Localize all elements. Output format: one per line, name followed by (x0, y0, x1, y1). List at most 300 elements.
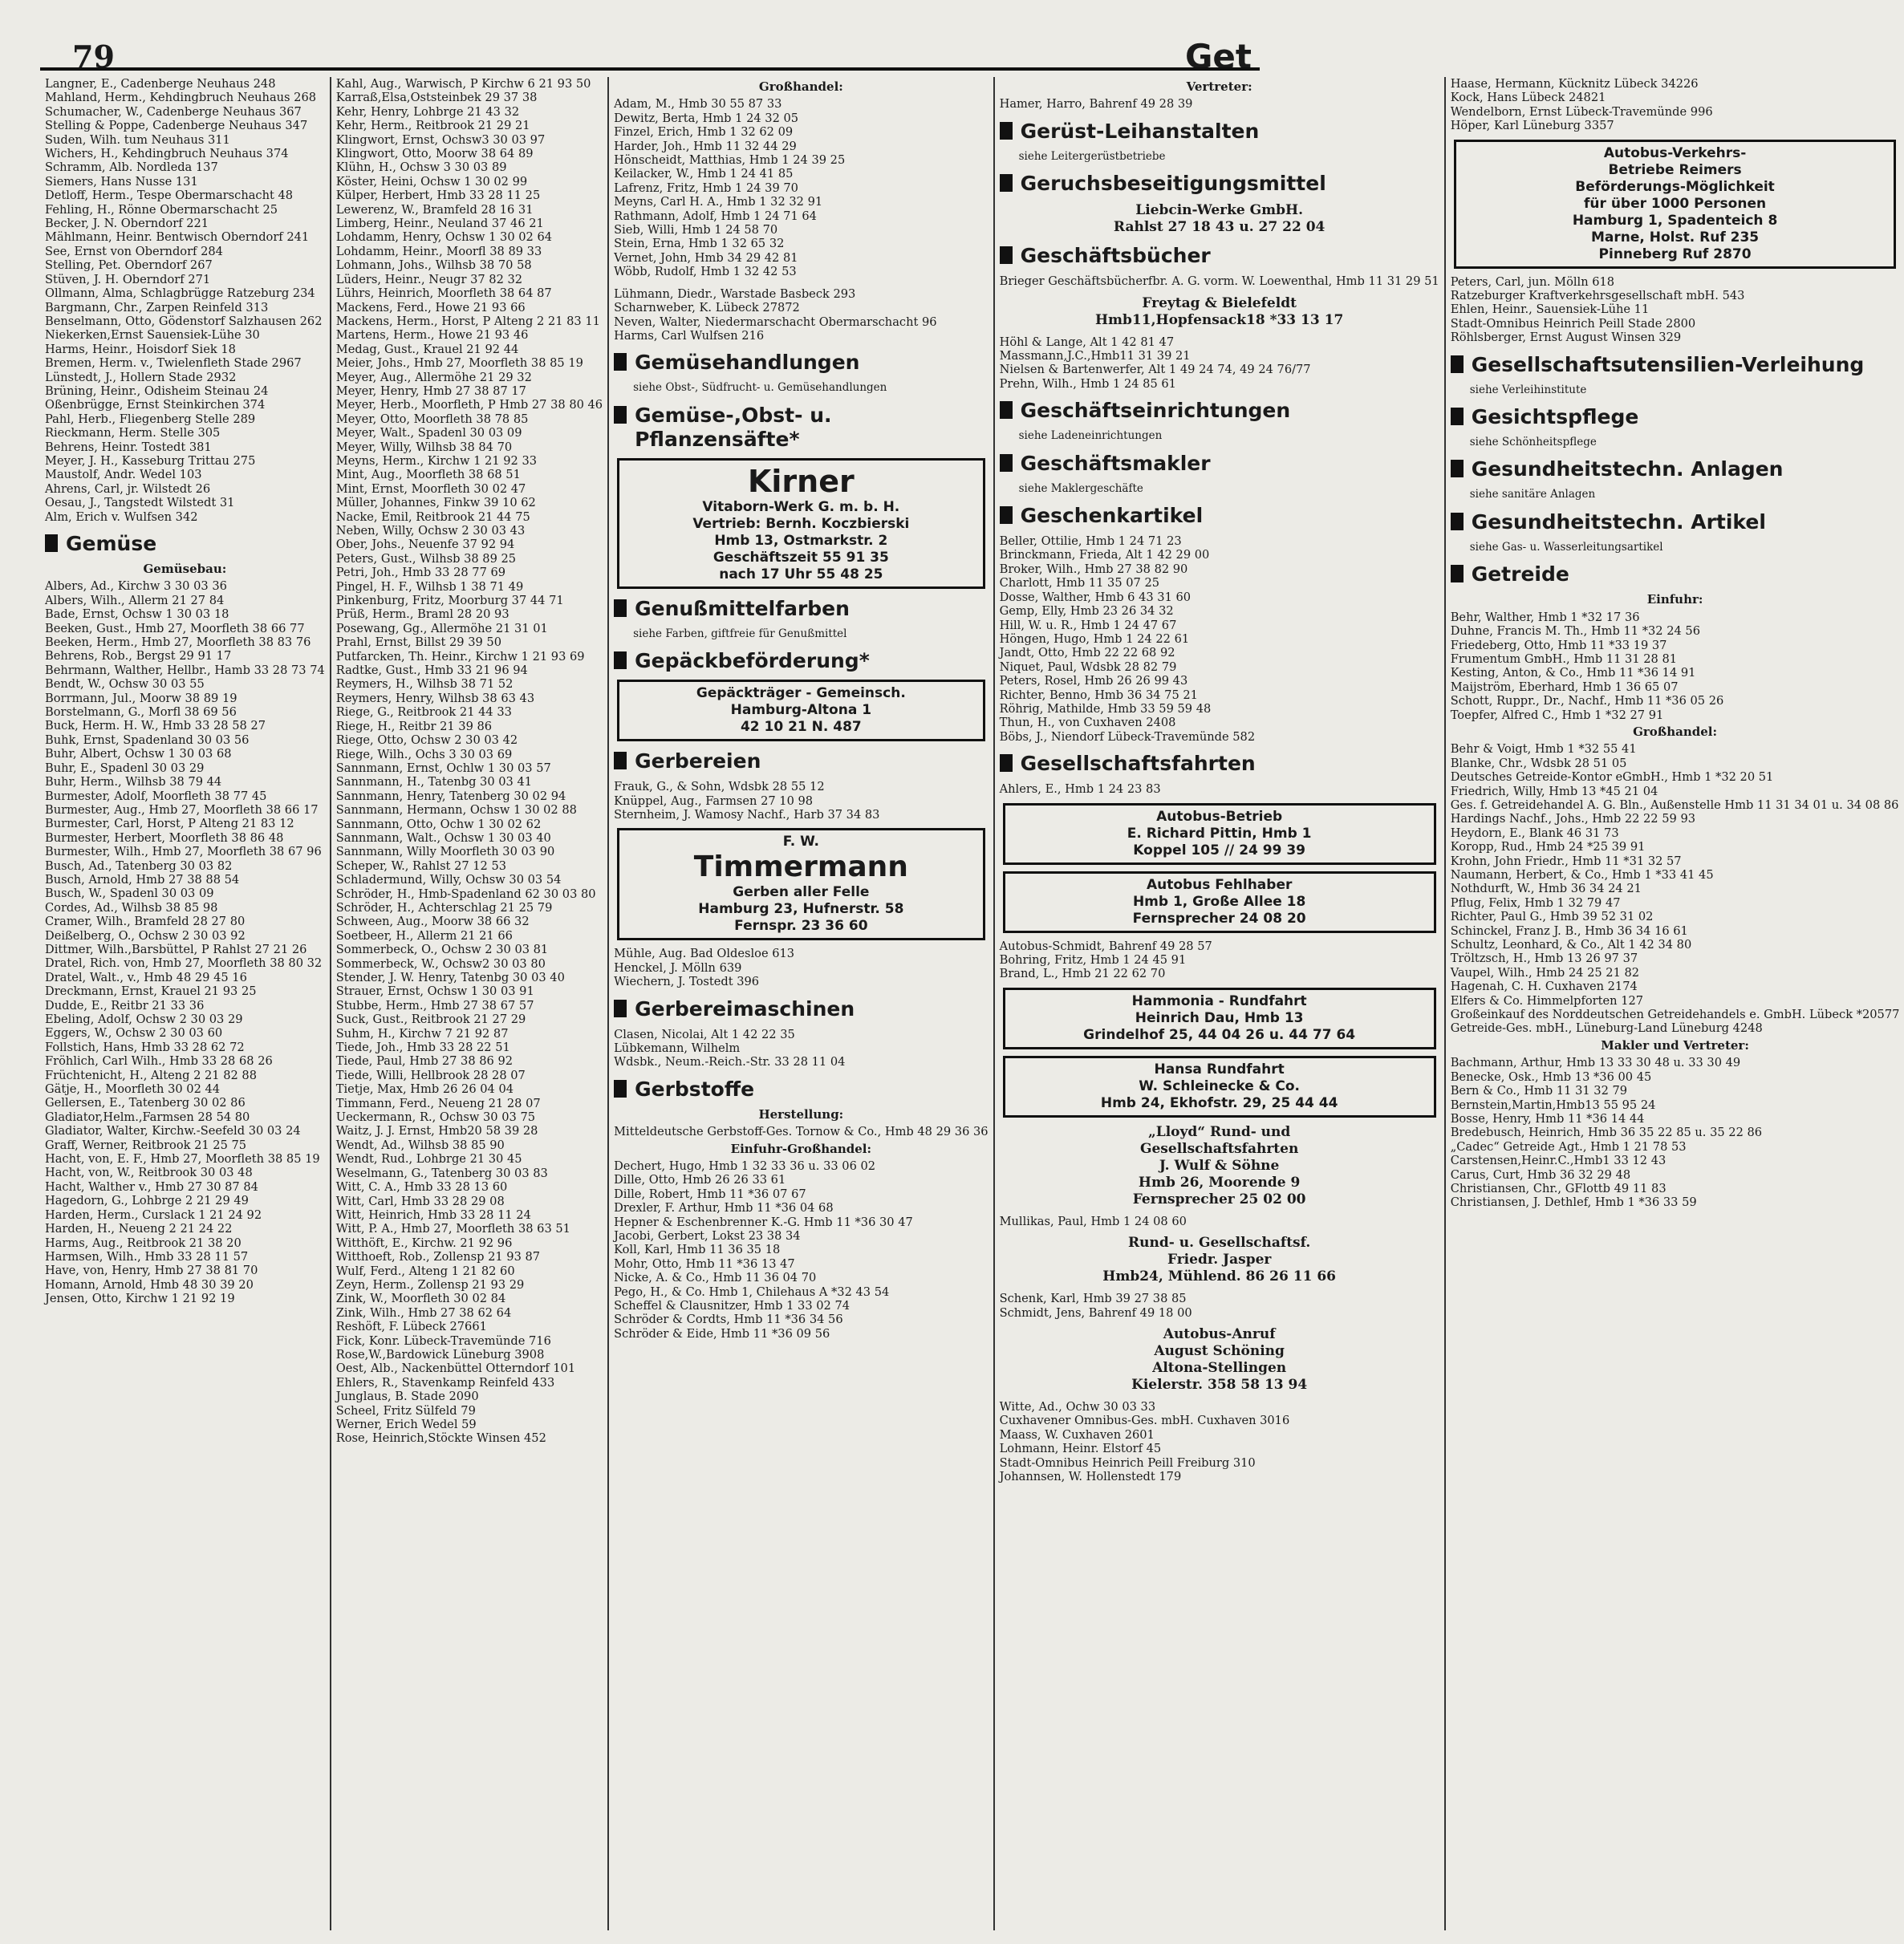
listing-entry: Meyer, Walt., Spadenl 30 03 09 (335, 426, 522, 440)
listing-entry: Nacke, Emil, Reitbrook 21 44 75 (335, 509, 530, 524)
listing-entry: Gladiator,Helm.,Farmsen 28 54 80 (45, 1110, 250, 1124)
listing-entry: Dudde, E., Reitbr 21 33 36 (45, 998, 205, 1013)
listing-block (1000, 335, 1439, 392)
listing-entry: Timmann, Ferd., Neueng 21 28 07 (335, 1096, 541, 1110)
listing-entry: Harden, Herm., Curslack 1 21 24 92 (45, 1207, 262, 1222)
listing-entry: Frauk, G., & Sohn, Wdsbk 28 55 12 (614, 780, 825, 794)
listing-entry: Mahland, Herm., Kehdingbruch Neuhaus 268 (45, 91, 317, 105)
listing-entry: Prüß, Herm., Braml 28 20 93 (335, 607, 509, 622)
listing-entry: Cuxhavener Omnibus-Ges. mbH. Cuxhaven 3016 (999, 1414, 1290, 1428)
listing-block (614, 287, 988, 343)
section-heading: Gepäckbeförderung* (614, 649, 988, 673)
listing-entry: Früchtenicht, H., Alteng 2 21 82 88 (45, 1068, 257, 1082)
advertisement-fehlhaber: Autobus Fehlhaber Hmb 1, Große Allee 18 Fernsprecher 24 08 20 (1003, 871, 1436, 933)
listing-entry: Wendt, Rud., Lohbrge 21 30 45 (335, 1152, 522, 1167)
listing-entry: Becker, J. N. Oberndorf 221 (45, 217, 209, 231)
listing-entry: Tiede, Joh., Hmb 33 28 22 51 (335, 1041, 510, 1055)
listing-entry: Burmester, Herbert, Moorfleth 38 86 48 (45, 830, 284, 845)
listing-entry: Martens, Herm., Howe 21 93 46 (335, 328, 529, 343)
listing-entry: Riege, Otto, Ochsw 2 30 03 42 (335, 733, 518, 748)
listing-entry: Kock, Hans Lübeck 24821 (1450, 91, 1606, 105)
listing-entry: Niquet, Paul, Wdsbk 28 82 79 (999, 659, 1177, 674)
listing-block (1451, 275, 1900, 345)
listing-entry: Külper, Herbert, Hmb 33 28 11 25 (335, 189, 541, 203)
section-heading: Gerbereien (614, 749, 988, 773)
listing-entry: Rieckmann, Herm. Stelle 305 (45, 426, 221, 440)
directory-columns (40, 77, 1900, 1930)
section-heading: Gesellschaftsfahrten (1000, 752, 1439, 776)
listing-entry: Graff, Werner, Reitbrook 21 25 75 (45, 1138, 247, 1152)
listing-entry: Röhlsberger, Ernst August Winsen 329 (1450, 331, 1682, 345)
listing-entry: Böbs, J., Niendorf Lübeck-Travemünde 582 (999, 729, 1256, 744)
listing-entry: Bendt, W., Ochsw 30 03 55 (45, 677, 205, 692)
listing-block (614, 97, 988, 278)
advertisement-kirner: Kirner Vitaborn-Werk G. m. b. H. Vertrieb: Bernh. Koczbierski Hmb 13, Ostmarkstr. 2 Geschäftszeit 55 91 35 nach 17 Uhr 55 48 25 (617, 458, 984, 589)
listing-entry: Getreide-Ges. mbH., Lüneburg-Land Lüneburg 4248 (1450, 1021, 1763, 1036)
listing-entry: Tröltzsch, H., Hmb 13 26 97 37 (1450, 952, 1638, 966)
listing-entry: Stender, J. W. Henry, Tatenbg 30 03 40 (335, 971, 565, 984)
listing-entry: Friedrich, Willy, Hmb 13 *45 21 04 (1450, 784, 1658, 798)
subheading: Vertreter: (1186, 79, 1252, 94)
listing-entry: Carstensen,Heinr.C.,Hmb1 33 12 43 (1450, 1154, 1667, 1168)
listing-entry: Witte, Ad., Ochw 30 03 33 (999, 1400, 1156, 1414)
listing-entry: Sannmann, Willy Moorfleth 30 03 90 (335, 845, 555, 859)
listing-entry: Stadt-Omnibus Heinrich Peill Freiburg 310 (999, 1455, 1256, 1470)
listing-entry: Buck, Herm. H. W., Hmb 33 28 58 27 (45, 719, 266, 733)
listing-entry: Schröder & Cordts, Hmb 11 *36 34 56 (614, 1313, 843, 1327)
listing-entry: Bosse, Henry, Hmb 11 *36 14 44 (1450, 1111, 1645, 1126)
listing-entry: Albers, Ad., Kirchw 3 30 03 36 (45, 579, 227, 594)
listing-entry: Oest, Alb., Nackenbüttel Otterndorf 101 (335, 1362, 576, 1376)
listing-entry: Brinckmann, Frieda, Alt 1 42 29 00 (999, 548, 1210, 562)
advertisement-gepaecktraeger: Gepäckträger - Gemeinsch. Hamburg-Altona 1 42 10 21 N. 487 (617, 680, 984, 741)
listing-entry: Schröder & Eide, Hmb 11 *36 09 56 (614, 1326, 830, 1341)
listing-entry: Albers, Wilh., Allerm 21 27 84 (45, 593, 225, 607)
listing-entry: Bade, Ernst, Ochsw 1 30 03 18 (45, 607, 229, 622)
listing-entry: Peters, Gust., Wilhsb 38 89 25 (335, 551, 517, 566)
listing-entry: Wichers, H., Kehdingbruch Neuhaus 374 (45, 147, 289, 161)
listing-block (1451, 611, 1900, 722)
listing-entry: Hacht, von, E. F., Hmb 27, Moorfleth 38 85 19 (45, 1152, 320, 1167)
listing-entry: Köster, Heini, Ochsw 1 30 02 99 (335, 174, 528, 189)
advertisement-timmermann: F. W. Timmermann Gerben aller Felle Hamburg 23, Hufnerstr. 58 Fernspr. 23 36 60 (617, 828, 984, 940)
listing-entry: Maijström, Eberhard, Hmb 1 36 65 07 (1450, 680, 1679, 694)
listing-entry: Dratel, Rich. von, Hmb 27, Moorfleth 38 80 32 (45, 956, 323, 971)
listing-entry: Alm, Erich v. Wulfsen 342 (45, 509, 198, 524)
subheading: Einfuhr: (1646, 592, 1703, 607)
listing-entry: Lüders, Heinr., Neugr 37 82 32 (335, 272, 523, 286)
section-heading: Getreide (1451, 562, 1900, 586)
listing-entry: Sannmann, Otto, Ochw 1 30 02 62 (335, 817, 542, 831)
listing-entry: Sannmann, Ernst, Ochlw 1 30 03 57 (335, 761, 551, 775)
listing-entry: Harden, H., Neueng 2 21 24 22 (45, 1222, 233, 1236)
section-heading: Gesundheitstechn. Artikel (1451, 510, 1900, 534)
advertisement-freytag: Freytag & Bielefeldt Hmb11,Hopfensack18 *33 13 17 (1095, 294, 1344, 328)
listing-entry: Harms, Heinr., Hoisdorf Siek 18 (45, 342, 236, 356)
section-heading: Gemüsehandlungen (614, 351, 988, 375)
listing-entry: Hacht, Walther v., Hmb 27 30 87 84 (45, 1179, 258, 1194)
listing-entry: Burmester, Carl, Horst, P Alteng 21 83 12 (45, 817, 294, 831)
listing-entry: Benecke, Osk., Hmb 13 *36 00 45 (1450, 1069, 1652, 1084)
listing-block (614, 780, 988, 822)
listing-entry: Rose,W.,Bardowick Lüneburg 3908 (335, 1347, 545, 1362)
listing-entry: Suck, Gust., Reitbrook 21 27 29 (335, 1013, 526, 1027)
listing-entry: Ahrens, Carl, jr. Wilstedt 26 (45, 481, 211, 496)
listing-entry: Lohmann, Heinr. Elstorf 45 (999, 1442, 1162, 1456)
listing-entry: Mitteldeutsche Gerbstoff-Ges. Tornow & Co., Hmb 48 29 36 36 (614, 1125, 989, 1139)
listing-entry: Autobus-Schmidt, Bahrenf 49 28 57 (999, 939, 1212, 953)
listing-entry: Haase, Hermann, Kücknitz Lübeck 34226 (1450, 77, 1699, 91)
listing-entry: Reymers, H., Wilhsb 38 71 52 (335, 677, 514, 692)
listing-entry: Witthoeft, Rob., Zollensp 21 93 87 (335, 1250, 541, 1264)
listing-entry: Dechert, Hugo, Hmb 1 32 33 36 u. 33 06 02 (614, 1159, 876, 1173)
listing-entry: Harms, Aug., Reitbrook 21 38 20 (45, 1236, 242, 1250)
listing-entry: Bern & Co., Hmb 11 31 32 79 (1450, 1084, 1628, 1098)
listing-entry: Mackens, Ferd., Howe 21 93 66 (335, 300, 526, 315)
listing-entry: Gellersen, E., Tatenberg 30 02 86 (45, 1096, 246, 1110)
listing-entry: Duhne, Francis M. Th., Hmb 11 *32 24 56 (1450, 624, 1700, 639)
listing-block (1000, 1400, 1439, 1483)
listing-entry: Harms, Carl Wulfsen 216 (614, 328, 765, 343)
listing-entry: Sommerbeck, O., Ochsw 2 30 03 81 (335, 943, 549, 957)
listing-entry: Kahl, Aug., Warwisch, P Kirchw 6 21 93 50 (335, 77, 591, 91)
listing-entry: Schramm, Alb. Nordleda 137 (45, 160, 218, 175)
listing-entry: Toepfer, Alfred C., Hmb 1 *32 27 91 (1450, 708, 1664, 722)
listing-entry: Neben, Willy, Ochsw 2 30 03 43 (335, 524, 526, 538)
listing-entry: Gladiator, Walter, Kirchw.-Seefeld 30 03 24 (45, 1124, 301, 1138)
listing-entry: Mählmann, Heinr. Bentwisch Oberndorf 241 (45, 230, 310, 245)
listing-entry: Lührs, Heinrich, Moorfleth 38 64 87 (335, 286, 552, 301)
listing-entry: Dewitz, Berta, Hmb 1 24 32 05 (614, 111, 799, 125)
listing-entry: Clasen, Nicolai, Alt 1 42 22 35 (614, 1027, 795, 1041)
listing-entry: Prahl, Ernst, Billst 29 39 50 (335, 635, 501, 650)
listing-entry: Hamer, Harro, Bahrenf 49 28 39 (999, 97, 1193, 112)
listing-entry: Schröder, H., Hmb-Spadenland 62 30 03 80 (335, 887, 596, 901)
listing-entry: Riege, H., Reitbr 21 39 86 (335, 719, 493, 733)
listing-block (1451, 1056, 1900, 1209)
listing-entry: Stelling & Poppe, Cadenberge Neuhaus 347 (45, 119, 308, 133)
listing-entry: Brieger Geschäftsbücherfbr. A. G. vorm. W. Loewenthal, Hmb 11 31 29 51 (999, 274, 1439, 289)
listing-entry: Höhl & Lange, Alt 1 42 81 47 (999, 335, 1175, 349)
listing-entry: Medag, Gust., Krauel 21 92 44 (335, 342, 519, 356)
listing-entry: Radtke, Gust., Hmb 33 21 96 94 (335, 664, 528, 678)
listing-entry: Harmsen, Wilh., Hmb 33 28 11 57 (45, 1249, 249, 1264)
section-heading: Gerbstoffe (614, 1078, 988, 1102)
listing-entry: Meyer, Otto, Moorfleth 38 78 85 (335, 412, 529, 426)
listing-entry: Tiede, Willi, Hellbrook 28 28 07 (335, 1068, 526, 1082)
section-heading: Gerüst-Leihanstalten (1000, 120, 1439, 144)
listing-entry: Cramer, Wilh., Bramfeld 28 27 80 (45, 915, 246, 929)
listing-entry: Hacht, von, W., Reitbrook 30 03 48 (45, 1166, 253, 1180)
listing-entry: Deutsches Getreide-Kontor eGmbH., Hmb 1 *32 20 51 (1450, 770, 1774, 785)
listing-entry: Oßenbrügge, Ernst Steinkirchen 374 (45, 398, 266, 412)
listing-entry: Buhr, Herm., Wilhsb 38 79 44 (45, 775, 222, 789)
listing-entry: Schröder, H., Achterschlag 21 25 79 (335, 900, 553, 915)
listing-entry: Suden, Wilh. tum Neuhaus 311 (45, 132, 230, 147)
page-number: 79 (72, 39, 115, 75)
listing-entry: Jensen, Otto, Kirchw 1 21 92 19 (45, 1292, 235, 1306)
listing-entry: Schinckel, Franz J. B., Hmb 36 34 16 61 (1450, 923, 1688, 938)
listing-entry: Knüppel, Aug., Farmsen 27 10 98 (614, 793, 814, 808)
listing-entry: Homann, Arnold, Hmb 48 30 39 20 (45, 1277, 254, 1292)
listing-entry: Sternheim, J. Wamosy Nachf., Harb 37 34 83 (614, 807, 880, 822)
listing-entry: Wulf, Ferd., Alteng 1 21 82 60 (335, 1264, 515, 1278)
listing-entry: Höngen, Hugo, Hmb 1 24 22 61 (999, 631, 1190, 646)
listing-entry: Bachmann, Arthur, Hmb 13 33 30 48 u. 33 30 49 (1450, 1056, 1741, 1070)
listing-entry: Johannsen, W. Hollenstedt 179 (999, 1470, 1182, 1484)
listing-entry: Siemers, Hans Nusse 131 (45, 174, 198, 189)
cross-reference: siehe Leitergerüstbetriebe (1018, 149, 1166, 163)
listing-entry: Henckel, J. Mölln 639 (614, 960, 742, 975)
listing-entry: Bernstein,Martin,Hmb13 55 95 24 (1450, 1098, 1656, 1112)
listing-entry: Mint, Aug., Moorfleth 38 68 51 (335, 468, 521, 482)
listing-entry: Nielsen & Bartenwerfer, Alt 1 49 24 74, 49 24 76/77 (999, 363, 1311, 377)
listing-entry: Scharnweber, K. Lübeck 27872 (614, 301, 800, 315)
listing-entry: Christiansen, J. Dethlef, Hmb 1 *36 33 59 (1450, 1195, 1697, 1210)
subheading: Makler und Vertreter: (1601, 1037, 1749, 1053)
section-heading: Geruchsbeseitigungsmittel (1000, 172, 1439, 196)
listing-entry: Borrmann, Jul., Moorw 38 89 19 (45, 691, 237, 705)
listing-entry: Krohn, John Friedr., Hmb 11 *31 32 57 (1450, 854, 1682, 868)
subheading: Großhandel: (758, 79, 843, 94)
listing-entry: Hagenah, C. H. Cuxhaven 2174 (1450, 980, 1638, 994)
listing-block (1000, 782, 1439, 796)
listing-entry: Werner, Erich Wedel 59 (335, 1418, 477, 1431)
listing-entry: Ebeling, Adolf, Ochsw 2 30 03 29 (45, 1013, 243, 1026)
subheading: Einfuhr-Großhandel: (730, 1141, 872, 1156)
listing-entry: Busch, Arnold, Hmb 27 38 88 54 (45, 872, 240, 887)
listing-entry: Limberg, Heinr., Neuland 37 46 21 (335, 217, 544, 231)
listing-block (1000, 97, 1439, 111)
subheading: Gemüsebau: (143, 562, 227, 576)
listing-entry: Röhrig, Mathilde, Hmb 33 59 59 48 (999, 701, 1212, 716)
listing-entry: Nicke, A. & Co., Hmb 11 36 04 70 (614, 1271, 817, 1285)
listing-entry: Richter, Benno, Hmb 36 34 75 21 (999, 688, 1198, 702)
listing-entry: Riege, Wilh., Ochs 3 30 03 69 (335, 747, 513, 761)
listing-entry: Behrens, Heinr. Tostedt 381 (45, 440, 212, 454)
listing-entry: Dosse, Walther, Hmb 6 43 31 60 (999, 590, 1192, 604)
listing-entry: Junglaus, B. Stade 2090 (335, 1390, 479, 1404)
column-5 (1444, 77, 1904, 1930)
listing-entry: „Cadec“ Getreide Agt., Hmb 1 21 78 53 (1450, 1139, 1687, 1154)
listing-entry: Hagedorn, G., Lohbrge 2 21 29 49 (45, 1194, 249, 1208)
listing-entry: Wdsbk., Neum.-Reich.-Str. 33 28 11 04 (614, 1055, 846, 1069)
listing-entry: Reshöft, F. Lübeck 27661 (335, 1320, 487, 1334)
listing-entry: Wiechern, J. Tostedt 396 (614, 975, 760, 989)
listing-entry: Buhr, E., Spadenl 30 03 29 (45, 761, 205, 775)
section-heading: Gesundheitstechn. Anlagen (1451, 457, 1900, 481)
listing-entry: Karraß,Elsa,Oststeinbek 29 37 38 (335, 91, 538, 105)
listing-entry: Wendt, Ad., Wilhsb 38 85 90 (335, 1138, 505, 1152)
listing-entry: Schladermund, Willy, Ochsw 30 03 54 (335, 873, 562, 887)
listing-entry: Burmester, Adolf, Moorfleth 38 77 45 (45, 789, 267, 803)
listing-entry: Friedeberg, Otto, Hmb 11 *33 19 37 (1450, 638, 1667, 652)
listing-entry: Lafrenz, Fritz, Hmb 1 24 39 70 (614, 181, 798, 195)
listing-block (614, 947, 988, 988)
listing-entry: Meyer, Willy, Wilhsb 38 84 70 (335, 440, 513, 454)
column-1 (40, 77, 330, 1930)
listing-entry: Lohmann, Johs., Wilhsb 38 70 58 (335, 258, 532, 273)
listing-entry: Witt, C. A., Hmb 33 28 13 60 (335, 1180, 508, 1195)
page-header (40, 22, 1260, 76)
section-heading: Geschäftsbücher (1000, 244, 1439, 268)
cross-reference: siehe Ladeneinrichtungen (1018, 429, 1163, 443)
listing-entry: Hill, W. u. R., Hmb 1 24 47 67 (999, 618, 1177, 632)
listing-entry: Stein, Erna, Hmb 1 32 65 32 (614, 237, 785, 251)
listing-block (1000, 940, 1439, 981)
listing-entry: Meyer, Herb., Moorfleth, P Hmb 27 38 80 46 (335, 398, 603, 412)
listing-entry: Borstelmann, G., Morfl 38 69 56 (45, 705, 237, 720)
listing-entry: Ober, Johs., Neuenfe 37 92 94 (335, 538, 515, 552)
listing-entry: Peters, Rosel, Hmb 26 26 99 43 (999, 674, 1188, 688)
listing-entry: Hardings Nachf., Johs., Hmb 22 22 59 93 (1450, 812, 1696, 826)
listing-entry: Cordes, Ad., Wilhsb 38 85 98 (45, 900, 218, 915)
listing-entry: Brand, L., Hmb 21 22 62 70 (999, 967, 1166, 981)
listing-entry: Pingel, H. F., Wilhsb 1 38 71 49 (335, 579, 524, 594)
listing-entry: Witt, Heinrich, Hmb 33 28 11 24 (335, 1207, 531, 1222)
listing-entry: Hönscheidt, Matthias, Hmb 1 24 39 25 (614, 153, 846, 168)
listing-entry: Suhm, H., Kirchw 7 21 92 87 (335, 1026, 509, 1041)
listing-entry: Beeken, Gust., Hmb 27, Moorfleth 38 66 77 (45, 621, 305, 635)
listing-entry: Lohdamm, Heinr., Moorfl 38 89 33 (335, 244, 542, 258)
cross-reference: siehe Maklergeschäfte (1018, 481, 1143, 495)
listing-entry: Peters, Carl, jun. Mölln 618 (1450, 274, 1615, 289)
listing-entry: Witt, Carl, Hmb 33 28 29 08 (335, 1194, 505, 1208)
listing-entry: Behrens, Rob., Bergst 29 91 17 (45, 649, 232, 664)
listing-entry: See, Ernst von Oberndorf 284 (45, 244, 223, 258)
listing-entry: Sieb, Willi, Hmb 1 24 58 70 (614, 223, 778, 237)
listing-block (614, 1125, 988, 1138)
listing-entry: Zink, Wilh., Hmb 27 38 62 64 (335, 1305, 512, 1320)
listing-entry: Wendelborn, Ernst Lübeck-Travemünde 996 (1450, 104, 1713, 119)
advertisement-jasper: Rund- u. Gesellschaftsf. Friedr. Jasper Hmb24, Mühlend. 86 26 11 66 (1102, 1235, 1336, 1285)
listing-entry: Meyns, Herm., Kirchw 1 21 92 33 (335, 453, 538, 468)
listing-entry: Mühle, Aug. Bad Oldesloe 613 (614, 947, 795, 961)
listing-entry: Lünstedt, J., Hollern Stade 2932 (45, 370, 237, 384)
listing-entry: Adam, M., Hmb 30 55 87 33 (614, 97, 782, 112)
listing-entry: Mohr, Otto, Hmb 11 *36 13 47 (614, 1256, 795, 1271)
listing-entry: Jacobi, Gerbert, Lokst 23 38 34 (614, 1229, 801, 1244)
listing-entry: Zeyn, Herm., Zollensp 21 93 29 (335, 1277, 525, 1292)
listing-entry: Detloff, Herm., Tespe Obermarschacht 48 (45, 189, 294, 203)
listing-entry: Benselmann, Otto, Gödenstorf Salzhausen 262 (45, 314, 323, 328)
listing-entry: Jandt, Otto, Hmb 22 22 68 92 (999, 646, 1175, 660)
listing-entry: Richter, Paul G., Hmb 39 52 31 02 (1450, 910, 1654, 924)
listing-entry: Soetbeer, H., Allerm 21 21 66 (335, 928, 513, 943)
cross-reference: siehe Verleihinstitute (1469, 383, 1587, 396)
advertisement-schoening: Autobus-Anruf August Schöning Altona-Stellingen Kielerstr. 358 58 13 94 (1131, 1326, 1308, 1393)
listing-entry: Keilacker, W., Hmb 1 24 41 85 (614, 167, 794, 181)
listing-entry: Klingwort, Ernst, Ochsw3 30 03 97 (335, 132, 546, 147)
column-2 (330, 77, 607, 1930)
listing-entry: Petri, Joh., Hmb 33 28 77 69 (335, 566, 506, 580)
listing-entry: Meyer, J. H., Kasseburg Trittau 275 (45, 453, 256, 468)
listing-entry: Buhk, Ernst, Spadenland 30 03 56 (45, 733, 250, 747)
listing-entry: Stüven, J. H. Oberndorf 271 (45, 272, 211, 286)
listing-entry: Koropp, Rud., Hmb 24 *25 39 91 (1450, 840, 1646, 854)
listing-entry: Höper, Karl Lüneburg 3357 (1450, 119, 1614, 133)
listing-entry: Burmester, Wilh., Hmb 27, Moorfleth 38 67 96 (45, 845, 322, 859)
listing-entry: Bremen, Herm. v., Twielenfleth Stade 2967 (45, 356, 302, 371)
listing-block (1000, 1215, 1439, 1228)
section-heading: Gemüse-,Obst- u. Pflanzensäfte* (614, 404, 988, 452)
listing-entry: Deißelberg, O., Ochsw 2 30 03 92 (45, 928, 246, 943)
listing-entry: Carus, Curt, Hmb 36 32 29 48 (1450, 1167, 1631, 1182)
header-rule (40, 67, 1260, 71)
listing-entry: Bohring, Fritz, Hmb 1 24 45 91 (999, 952, 1187, 967)
listing-entry: Dittmer, Wilh.,Barsbüttel, P Rahlst 27 21 26 (45, 942, 307, 956)
listing-entry: Sommerbeck, W., Ochsw2 30 03 80 (335, 956, 546, 971)
listing-entry: Mackens, Herm., Horst, P Alteng 2 21 83 11 (335, 314, 600, 328)
listing-entry: Hepner & Eschenbrenner K.-G. Hmb 11 *36 30 47 (614, 1215, 913, 1229)
listing-entry: Beeken, Herm., Hmb 27, Moorfleth 38 83 76 (45, 635, 311, 650)
section-heading: Gerbereimaschinen (614, 997, 988, 1021)
listing-entry: Posewang, Gg., Allermöhe 21 31 01 (335, 621, 548, 635)
listing-entry: Naumann, Herbert, & Co., Hmb 1 *33 41 45 (1450, 868, 1714, 882)
cross-reference: siehe Schönheitspflege (1469, 436, 1597, 449)
listing-entry: Reymers, Henry, Wilhsb 38 63 43 (335, 691, 535, 705)
listing-entry: Meier, Johs., Hmb 27, Moorfleth 38 85 19 (335, 356, 583, 371)
subheading: Großhandel: (1633, 724, 1718, 739)
listing-entry: Ehlers, R., Stavenkamp Reinfeld 433 (335, 1375, 555, 1390)
listing-entry: Dille, Otto, Hmb 26 26 33 61 (614, 1173, 786, 1187)
listing-entry: Lewerenz, W., Bramfeld 28 16 31 (335, 202, 534, 217)
listing-entry: Meyns, Carl H. A., Hmb 1 32 32 91 (614, 195, 823, 209)
listing-entry: Ges. f. Getreidehandel A. G. Bln., Außenstelle Hmb 11 31 34 01 u. 34 08 86 (1450, 797, 1899, 812)
section-heading: Geschäftseinrichtungen (1000, 399, 1439, 423)
listing-entry: Scheper, W., Rahlst 27 12 53 (335, 858, 507, 873)
listing-entry: Rose, Heinrich,Stöckte Winsen 452 (335, 1431, 546, 1446)
listing-entry: Tietje, Max, Hmb 26 26 04 04 (335, 1082, 514, 1097)
listing-entry: Ollmann, Alma, Schlagbrügge Ratzeburg 234 (45, 286, 315, 301)
listing-entry: Harder, Joh., Hmb 11 32 44 29 (614, 139, 797, 153)
section-heading: Genußmittelfarben (614, 597, 988, 621)
listing-entry: Dreckmann, Ernst, Krauel 21 93 25 (45, 984, 257, 999)
listing-entry: Sannmann, Hermann, Ochsw 1 30 02 88 (335, 803, 577, 818)
listing-entry: Blanke, Chr., Wdsbk 28 51 05 (1450, 756, 1627, 770)
listing-entry: Ehlen, Heinr., Sauensiek-Lühe 11 (1450, 302, 1650, 317)
listing-entry: Oesau, J., Tangstedt Wilstedt 31 (45, 496, 235, 510)
listing-entry: Have, von, Henry, Hmb 27 38 81 70 (45, 1264, 258, 1278)
listing-entry: Ueckermann, R., Ochsw 30 03 75 (335, 1110, 536, 1125)
listing-entry: Dratel, Walt., v., Hmb 48 29 45 16 (45, 970, 247, 984)
listing-entry: Witt, P. A., Hmb 27, Moorfleth 38 63 51 (335, 1222, 570, 1236)
listing-entry: Finzel, Erich, Hmb 1 32 62 09 (614, 125, 794, 140)
listing-block (45, 77, 325, 524)
listing-entry: Kesting, Anton, & Co., Hmb 11 *36 14 91 (1450, 666, 1696, 680)
advertisement-lloyd: „Lloyd“ Rund- und Gesellschaftsfahrten J. Wulf & Söhne Hmb 26, Moorende 9 Fernsprecher 25 02 00 (1132, 1123, 1306, 1207)
listing-entry: Schott, Ruppr., Dr., Nachf., Hmb 11 *36 05 26 (1450, 694, 1724, 708)
listing-entry: Klühn, H., Ochsw 3 30 03 89 (335, 160, 507, 175)
listing-entry: Charlott, Hmb 11 35 07 25 (999, 576, 1160, 591)
listing-entry: Putfarcken, Th. Heinr., Kirchw 1 21 93 69 (335, 649, 585, 664)
advertisement-hammonia: Hammonia - Rundfahrt Heinrich Dau, Hmb 13 Grindelhof 25, 44 04 26 u. 44 77 64 (1003, 988, 1436, 1049)
listing-entry: Massmann,J.C.,Hmb11 31 39 21 (999, 349, 1191, 363)
listing-entry: Schultz, Leonhard, & Co., Alt 1 42 34 80 (1450, 938, 1692, 952)
listing-entry: Wöbb, Rudolf, Hmb 1 32 42 53 (614, 265, 797, 279)
listing-entry: Busch, Ad., Tatenberg 30 03 82 (45, 858, 233, 873)
listing-block (1000, 1292, 1439, 1320)
listing-block (45, 579, 325, 1305)
listing-entry: Behrmann, Walther, Hellbr., Hamb 33 28 73 74 (45, 663, 325, 677)
listing-entry: Vernet, John, Hmb 34 29 42 81 (614, 250, 798, 265)
listing-entry: Gemp, Elly, Hmb 23 26 34 32 (999, 604, 1174, 619)
page-tag: Get (1184, 37, 1252, 76)
listing-entry: Lübkemann, Wilhelm (614, 1041, 741, 1055)
listing-entry: Broker, Wilh., Hmb 27 38 82 90 (999, 562, 1188, 576)
listing-block (1000, 274, 1439, 288)
listing-entry: Brüning, Heinr., Odisheim Steinau 24 (45, 384, 269, 398)
